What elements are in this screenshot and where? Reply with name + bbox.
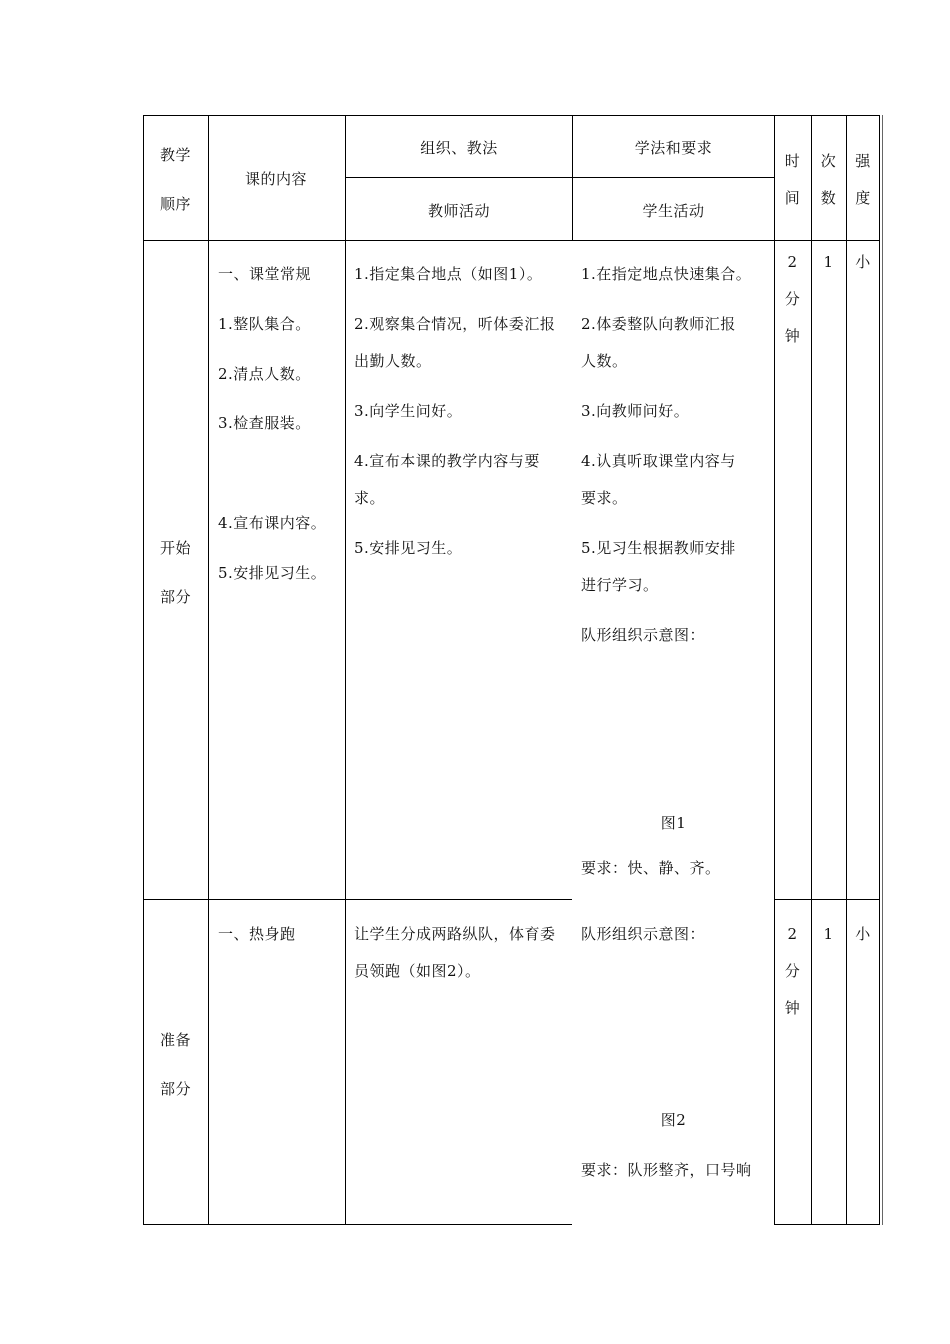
section1-intensity: 小 [855, 253, 871, 271]
section1-student-line: 要求。 [581, 489, 628, 507]
section1-content-item: 一、课堂常规 [218, 265, 312, 283]
col-divider-5 [811, 115, 812, 1225]
section1-student-line: 2.体委整队向教师汇报 [581, 315, 736, 333]
col-divider-1 [208, 115, 209, 1225]
header-intensity-line1: 强 [855, 152, 871, 170]
section1-count: 1 [823, 253, 834, 271]
section1-content-item: 1.整队集合。 [218, 315, 311, 333]
section2-teacher-line: 员领跑（如图2）。 [354, 962, 481, 980]
col-divider-4 [774, 115, 775, 1225]
section2-name-line1: 准备 [160, 1031, 192, 1049]
section1-teacher-line: 1.指定集合地点（如图1）。 [354, 265, 543, 283]
header-intensity-line2: 度 [855, 189, 871, 207]
section1-student-line: 5.见习生根据教师安排 [581, 539, 736, 557]
header-content: 课的内容 [245, 170, 308, 188]
section1-name-line1: 开始 [160, 539, 192, 557]
section1-teacher-line: 3.向学生问好。 [354, 402, 463, 420]
section2-name-line2: 部分 [160, 1080, 192, 1098]
header-order-line2: 顺序 [160, 195, 192, 213]
header-divider [345, 177, 774, 178]
section1-content-item: 5.安排见习生。 [218, 564, 327, 582]
section2-time-line: 2 [787, 925, 798, 943]
header-learn-req: 学法和要求 [634, 139, 713, 157]
section1-student-line: 4.认真听取课堂内容与 [581, 452, 736, 470]
section1-student-line: 1.在指定地点快速集合。 [581, 265, 752, 283]
section1-teacher-line: 4.宣布本课的教学内容与要 [354, 452, 540, 470]
section1-student-line: 进行学习。 [581, 576, 659, 594]
header-order-line1: 教学 [160, 146, 192, 164]
header-student-activity: 学生活动 [642, 202, 705, 220]
section1-content-item: 2.清点人数。 [218, 365, 311, 383]
header-teacher-activity: 教师活动 [427, 202, 490, 220]
section2-time-line: 分 [784, 962, 801, 980]
table-right-border-double [882, 115, 883, 1225]
header-count-line1: 次 [820, 152, 837, 170]
header-time-line1: 时 [784, 152, 801, 170]
table-right-border [879, 115, 880, 1225]
section2-student-line: 队形组织示意图： [581, 925, 706, 943]
section1-student-line: 人数。 [581, 352, 628, 370]
section1-teacher-line: 求。 [354, 489, 386, 507]
section2-requirement: 要求：队形整齐，口号响 [581, 1161, 752, 1179]
section1-bottom-border-right [774, 899, 880, 900]
section2-teacher-line: 让学生分成两路纵队，体育委 [354, 925, 556, 943]
section2-count: 1 [823, 925, 834, 943]
section2-figure-caption: 图2 [660, 1111, 687, 1129]
section1-student-line: 队形组织示意图： [581, 626, 706, 644]
table-bottom-border-right [774, 1224, 880, 1225]
col-divider-3 [572, 115, 573, 241]
table-left-border [143, 115, 144, 1225]
section1-teacher-line: 2.观察集合情况，听体委汇报 [354, 315, 556, 333]
section1-teacher-line: 出勤人数。 [354, 352, 432, 370]
header-time-line2: 间 [784, 189, 801, 207]
section1-time-line: 分 [784, 290, 801, 308]
section1-teacher-line: 5.安排见习生。 [354, 539, 463, 557]
section1-time-line: 钟 [784, 327, 801, 345]
section2-time-line: 钟 [784, 999, 801, 1017]
section1-figure-caption: 图1 [660, 814, 687, 832]
col-divider-6 [846, 115, 847, 1225]
table-top-border [143, 115, 880, 116]
header-org-method: 组织、教法 [420, 139, 498, 157]
header-count-line2: 数 [820, 189, 837, 207]
section2-intensity: 小 [855, 925, 871, 943]
col-divider-2 [345, 115, 346, 1225]
section1-content-item: 4.宣布课内容。 [218, 514, 327, 532]
section1-content-item: 3.检查服装。 [218, 414, 311, 432]
section1-requirement: 要求：快、静、齐。 [581, 859, 721, 877]
section1-student-line: 3.向教师问好。 [581, 402, 690, 420]
section1-name-line2: 部分 [160, 588, 192, 606]
section2-content: 一、热身跑 [218, 925, 296, 943]
section1-time-line: 2 [787, 253, 798, 271]
header-bottom-border [143, 240, 880, 241]
